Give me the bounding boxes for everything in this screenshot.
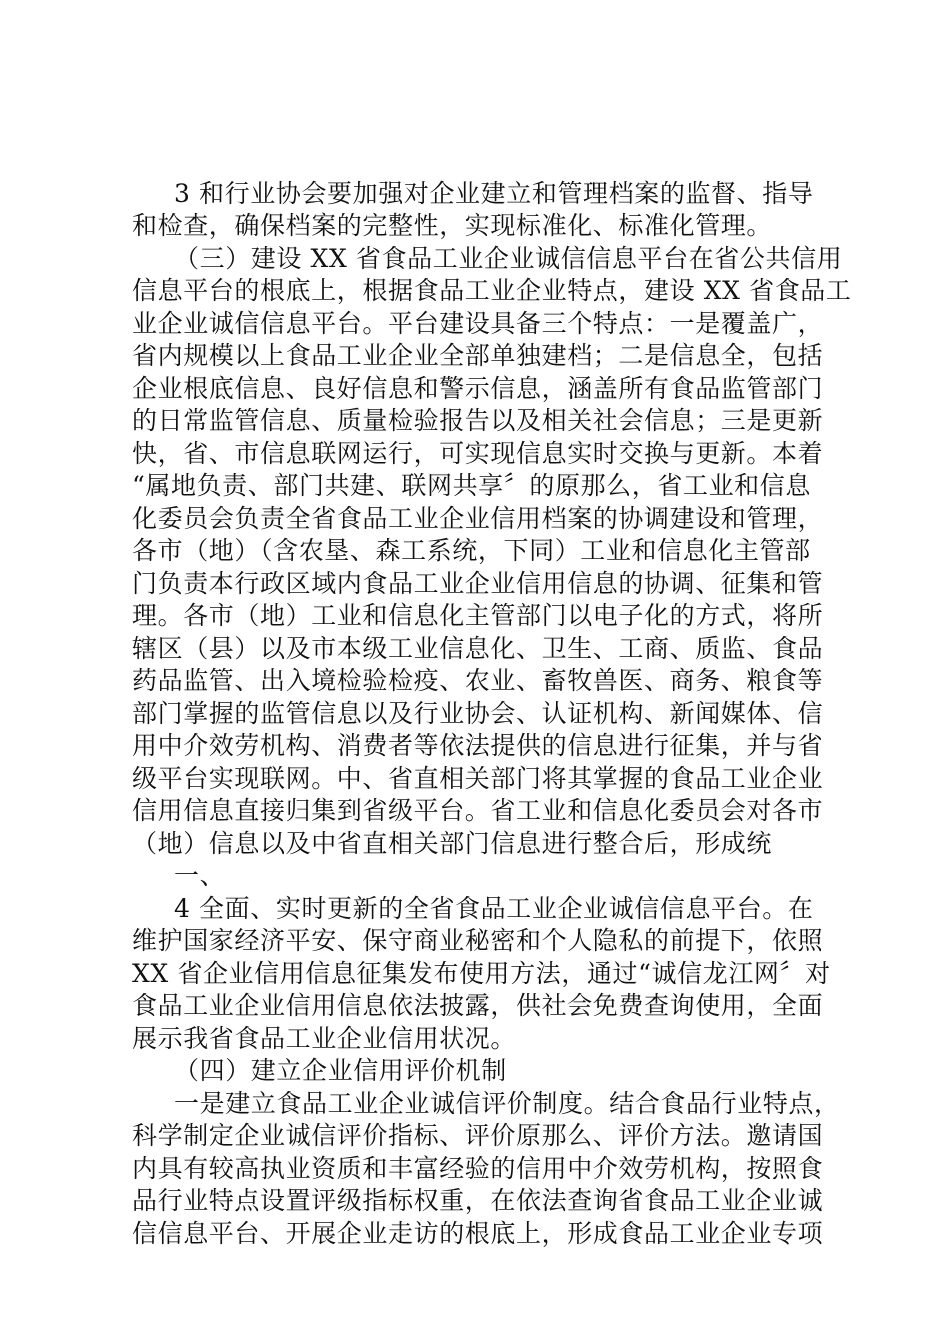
text-line: 级平台实现联网。中、省直相关部门将其掌握的食品工业企业 [132, 764, 824, 793]
text-line: 快，省、市信息联网运行，可实现信息实时交换与更新。本着 [132, 439, 824, 468]
text-line: 信用信息直接归集到省级平台。省工业和信息化委员会对各市 [132, 796, 824, 825]
text-line: 科学制定企业诚信评价指标、评价原那么、评价方法。邀请国 [132, 1121, 824, 1150]
text-line: 信信息平台、开展企业走访的根底上，形成食品工业企业专项 [132, 1219, 824, 1248]
text-line: 理。各市（地）工业和信息化主管部门以电子化的方式，将所 [132, 601, 824, 630]
text-line: 部门掌握的监管信息以及行业协会、认证机构、新闻媒体、信 [132, 699, 824, 728]
text-line: “属地负责、部门共建、联网共享〞的原那么，省工业和信息 [132, 471, 811, 500]
text-line: 企业根底信息、良好信息和警示信息，涵盖所有食品监管部门 [132, 374, 824, 403]
text-line: （地）信息以及中省直相关部门信息进行整合后，形成统 [132, 829, 773, 858]
text-line: 省内规模以上食品工业企业全部单独建档；二是信息全，包括 [132, 341, 824, 370]
text-line: （三）建设 XX 省食品工业企业诚信信息平台在省公共信用 [174, 244, 843, 273]
text-line: 各市（地）（含农垦、森工系统，下同）工业和信息化主管部 [132, 536, 811, 565]
text-line: 辖区（县）以及市本级工业信息化、卫生、工商、质监、食品 [132, 634, 824, 663]
text-line: 食品工业企业信用信息依法披露，供社会免费查询使用，全面 [132, 991, 824, 1020]
text-line: 门负责本行政区域内食品工业企业信用信息的协调、征集和管 [132, 569, 824, 598]
text-line: XX 省企业信用信息征集发布使用方法，通过“诚信龙江网〞对 [132, 959, 831, 988]
text-line: 药品监管、出入境检验检疫、农业、畜牧兽医、商务、粮食等 [132, 666, 824, 695]
text-line: 一、 [174, 861, 226, 890]
text-line: 展示我省食品工业企业信用状况。 [132, 1024, 517, 1053]
text-line: 和检查，确保档案的完整性，实现标准化、标准化管理。 [132, 211, 773, 240]
text-line: 维护国家经济平安、保守商业秘密和个人隐私的前提下，依照 [132, 926, 824, 955]
text-line: 化委员会负责全省食品工业企业信用档案的协调建设和管理， [132, 504, 824, 533]
text-line: 品行业特点设置评级指标权重，在依法查询省食品工业企业诚 [132, 1186, 824, 1215]
text-line: 4 全面、实时更新的全省食品工业企业诚信信息平台。在 [174, 894, 814, 923]
text-line: 信息平台的根底上，根据食品工业企业特点，建设 XX 省食品工 [132, 276, 852, 305]
text-line: 业企业诚信信息平台。平台建设具备三个特点：一是覆盖广， [132, 309, 824, 338]
text-line: 3 和行业协会要加强对企业建立和管理档案的监督、指导 [174, 179, 814, 208]
section-heading: （四）建立企业信用评价机制 [174, 1056, 507, 1085]
text-line: 的日常监管信息、质量检验报告以及相关社会信息；三是更新 [132, 406, 824, 435]
text-line: 内具有较高执业资质和丰富经验的信用中介效劳机构，按照食 [132, 1154, 824, 1183]
text-line: 一是建立食品工业企业诚信评价制度。结合食品行业特点， [174, 1089, 840, 1118]
text-line: 用中介效劳机构、消费者等依法提供的信息进行征集，并与省 [132, 731, 824, 760]
